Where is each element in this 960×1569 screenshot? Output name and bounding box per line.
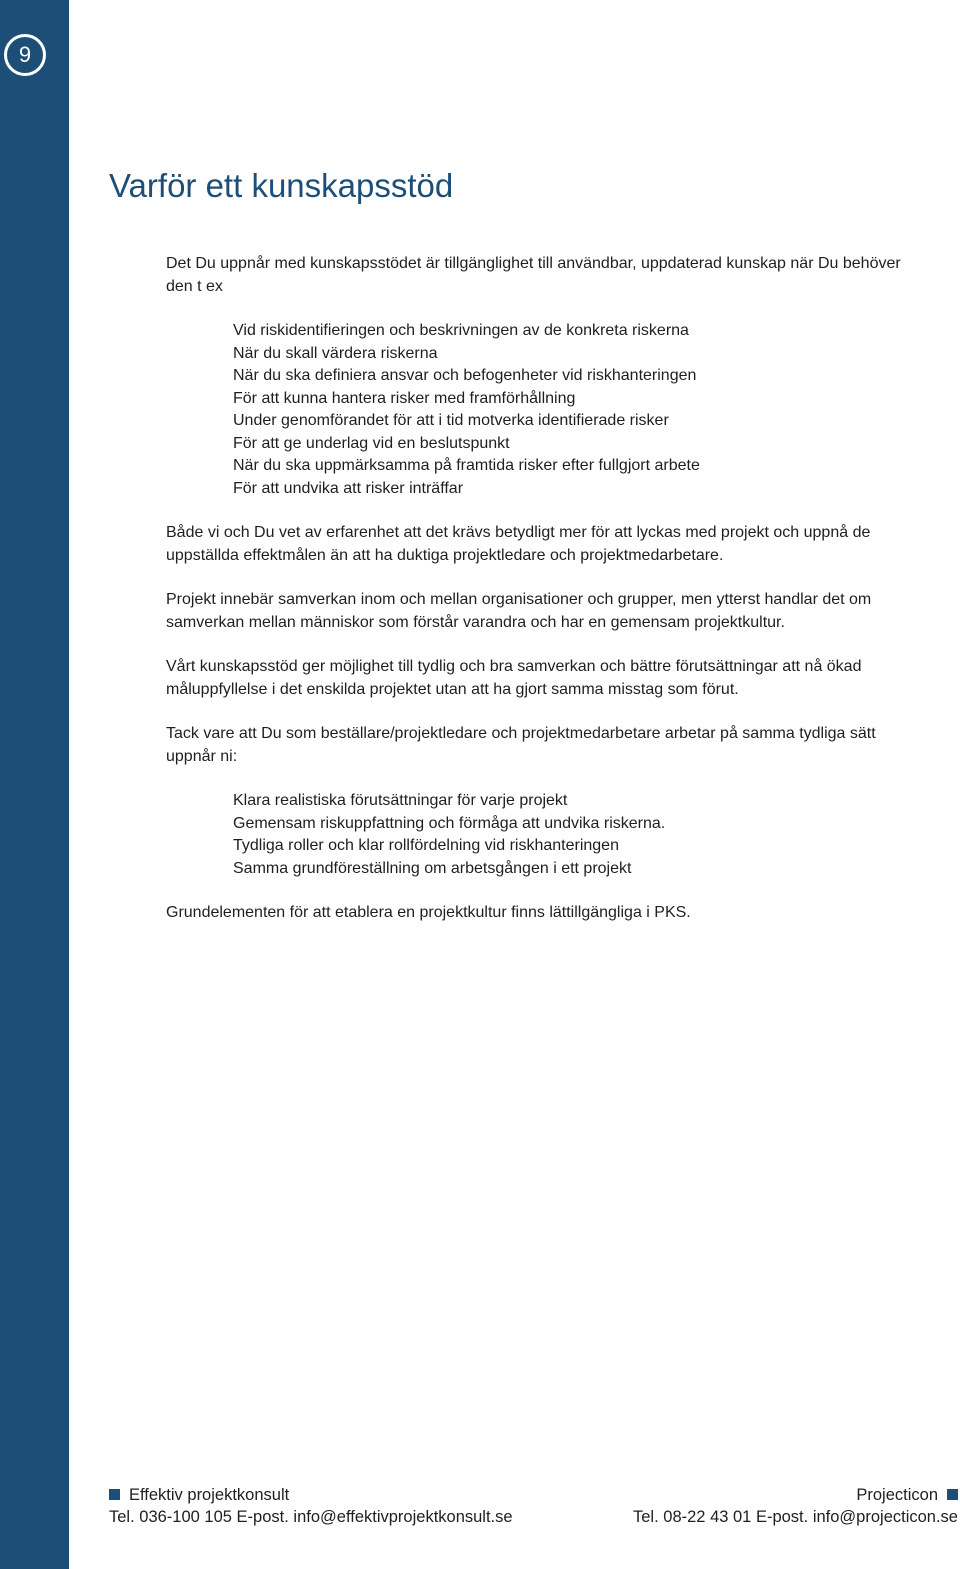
list-item: Samma grundföreställning om arbetsgången i ett projekt (233, 859, 632, 877)
list-item: Tydliga roller och klar rollfördelning vid riskhanteringen (233, 837, 619, 854)
footer-contact-left (109, 1484, 513, 1528)
company-name: Projecticon (856, 1486, 938, 1504)
email-label: E-post. (755, 1508, 809, 1526)
page-number-badge: 9 (4, 34, 46, 76)
sidebar-band (0, 0, 69, 1569)
list-item: Gemensam riskuppfattning och förmåga att undvika riskerna. (233, 814, 666, 832)
square-bullet-icon (947, 1489, 958, 1500)
list-item: Vid riskidentifieringen och beskrivningen av de konkreta riskerna (233, 322, 689, 339)
list-item: När du ska uppmärksamma på framtida risker efter fullgjort arbete (233, 457, 700, 474)
paragraph-collaboration: Projekt innebär samverkan inom och mellan organisationer och grupper, men ytterst handlar det om samverkan mellan människor som förstår varandra och har en gemensam projektkultur. (166, 591, 872, 631)
list-item: När du ska definiera ansvar och befogenheter vid riskhanteringen (233, 367, 697, 384)
paragraph-benefits-intro: Tack vare att Du som beställare/projektledare och projektmedarbetare arbetar på samma tydliga sätt uppnår ni: (166, 725, 876, 765)
usage-list (166, 320, 906, 500)
list-item: Under genomförandet för att i tid motverka identifierade risker (233, 412, 669, 429)
square-bullet-icon (109, 1489, 120, 1500)
phone-number: 036-100 105 (139, 1508, 232, 1526)
tel-label: Tel. (109, 1508, 135, 1526)
list-item: För att kunna hantera risker med framförhållning (233, 389, 576, 407)
list-item: När du skall värdera riskerna (233, 344, 438, 362)
list-item: För att undvika att risker inträffar (233, 479, 464, 497)
company-name: Effektiv projektkonsult (129, 1486, 290, 1504)
list-item: Klara realistiska förutsättningar för varje projekt (233, 792, 568, 809)
list-item: För att ge underlag vid en beslutspunkt (233, 434, 510, 452)
paragraph-experience: Både vi och Du vet av erfarenhet att det krävs betydligt mer för att lyckas med projekt och uppnå de uppställda effektmålen än att ha duktiga projektledare och projektmedarbetare. (166, 524, 871, 564)
paragraph-conclusion: Grundelementen för att etablera en projektkultur finns lättillgängliga i PKS. (166, 904, 691, 921)
intro-paragraph: Det Du uppnår med kunskapsstödet är tillgänglighet till användbar, uppdaterad kunskap när Du behöver den t ex (166, 255, 901, 295)
email-label: E-post. (236, 1508, 289, 1526)
page-title: Varför ett kunskapsstöd (109, 167, 454, 204)
tel-label: Tel. (633, 1508, 659, 1526)
benefits-list (166, 790, 906, 880)
phone-number: 08-22 43 01 (663, 1508, 752, 1526)
email-address: info@projecticon.se (812, 1508, 958, 1526)
email-address: info@effektivprojektkonsult.se (293, 1508, 513, 1526)
paragraph-knowledge-support: Vårt kunskapsstöd ger möjlighet till tydlig och bra samverkan och bättre förutsättningar att nå ökad måluppfyllelse i det enskilda projektet utan att ha gjort samma misstag som förut. (166, 658, 862, 698)
footer-contact-right (633, 1484, 958, 1528)
